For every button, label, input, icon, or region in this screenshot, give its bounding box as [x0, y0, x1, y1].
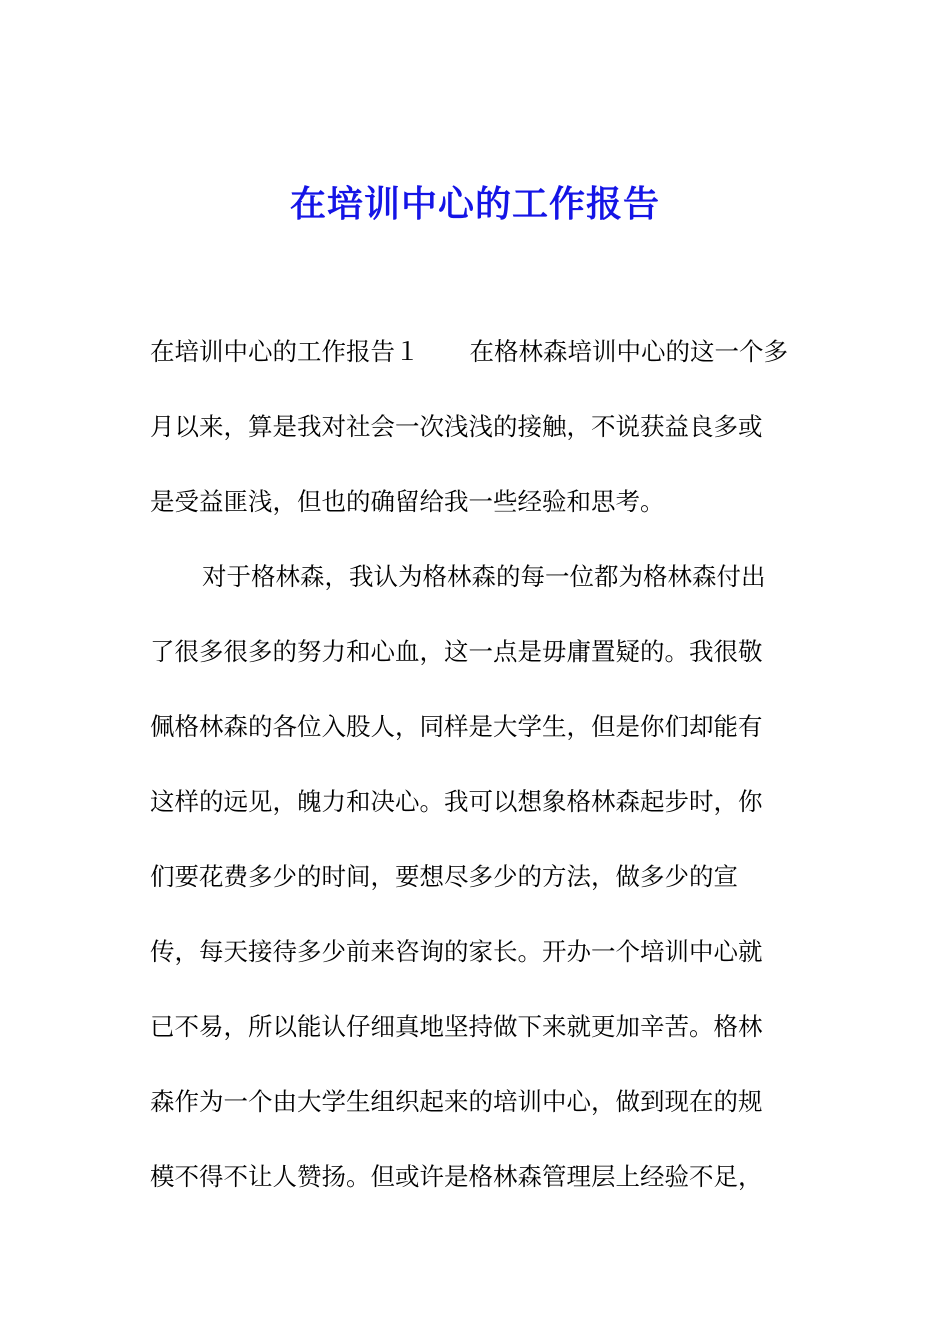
text-line-1 — [150, 332, 830, 407]
section-heading-inline: 在培训中心的工作报告１ — [150, 337, 420, 366]
text-line-9: 传，每天接待多少前来咨询的家长。开办一个培训中心就 — [150, 937, 763, 966]
text-line-7: 这样的远见，魄力和决心。我可以想象格林森起步时，你 — [150, 787, 763, 816]
text-line-5: 了很多很多的努力和心血，这一点是毋庸置疑的。我很敬 — [150, 637, 763, 666]
paragraph-start: 在格林森培训中心的这一个多 — [469, 337, 788, 366]
text-line-11: 森作为一个由大学生组织起来的培训中心，做到现在的规 — [150, 1087, 763, 1116]
text-line-4 — [150, 557, 830, 632]
text-line-2: 月以来，算是我对社会一次浅浅的接触，不说获益良多或 — [150, 412, 763, 441]
document-title: 在培训中心的工作报告 — [289, 183, 660, 225]
text-line-3: 是受益匪浅，但也的确留给我一些经验和思考。 — [150, 487, 665, 516]
text-line-12: 模不得不让人赞扬。但或许是格林森管理层上经验不足， — [150, 1162, 763, 1191]
text-line-10: 已不易，所以能认仔细真地坚持做下来就更加辛苦。格林 — [150, 1012, 763, 1041]
document-body — [150, 332, 830, 1232]
text-line-8: 们要花费多少的时间，要想尽多少的方法，做多少的宣 — [150, 862, 738, 891]
text-line-6: 佩格林森的各位入股人，同样是大学生，但是你们却能有 — [150, 712, 763, 741]
paragraph-start: 对于格林森，我认为格林森的每一位都为格林森付出 — [202, 562, 766, 591]
